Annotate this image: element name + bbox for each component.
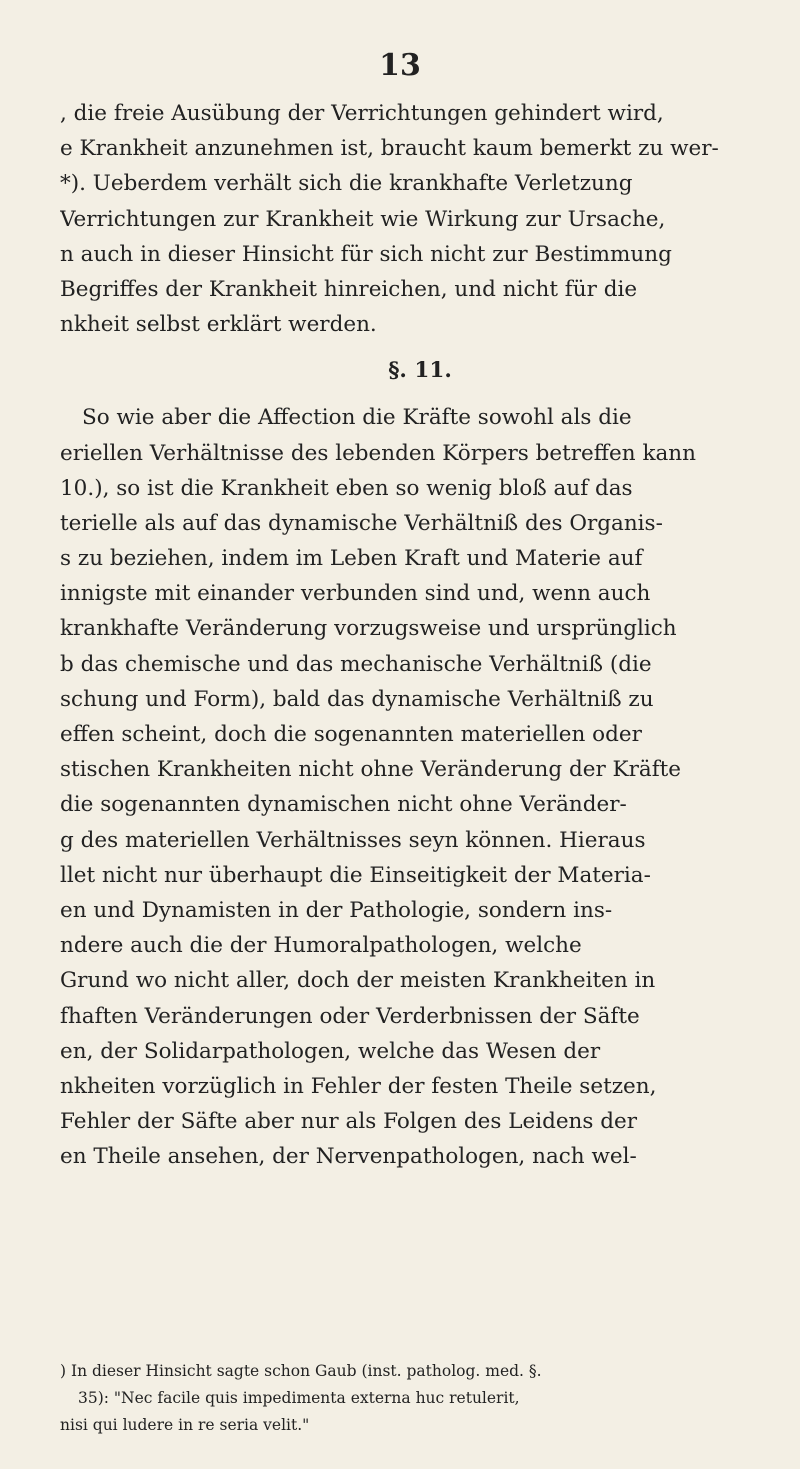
text-line: llet nicht nur überhaupt die Einseitigkeit der Materia- <box>60 862 651 888</box>
text-line: fhaften Veränderungen oder Verderbnissen der Säfte <box>60 1003 640 1029</box>
footnotes <box>60 1358 780 1439</box>
text-line: en, der Solidarpathologen, welche das Wesen der <box>60 1038 601 1064</box>
text-line: die sogenannten dynamischen nicht ohne Veränder- <box>60 792 627 818</box>
text-line: e Krankheit anzunehmen ist, braucht kaum bemerkt zu wer- <box>60 136 719 162</box>
text-line: schung und Form), bald das dynamische Verhältniß zu <box>60 686 654 712</box>
text-line: 10.), so ist die Krankheit eben so wenig bloß auf das <box>60 475 633 501</box>
text-line: Grund wo nicht aller, doch der meisten Krankheiten in <box>60 968 656 994</box>
text-line: So wie aber die Affection die Kräfte sowohl als die <box>82 405 632 431</box>
text-line: Begriffes der Krankheit hinreichen, und nicht für die <box>60 276 638 302</box>
text-line: krankhafte Veränderung vorzugsweise und ursprünglich <box>60 616 677 642</box>
section-heading: §. 11. <box>388 358 452 384</box>
text-line: n auch in dieser Hinsicht für sich nicht zur Bestimmung <box>60 241 672 267</box>
text-line: stischen Krankheiten nicht ohne Veränderung der Kräfte <box>60 757 682 783</box>
text-line: effen scheint, doch die sogenannten materiellen oder <box>60 722 642 747</box>
text-line: b das chemische und das mechanische Verhältniß (die <box>60 651 652 677</box>
page-number: 13 <box>379 48 421 83</box>
footnote-line: ) In dieser Hinsicht sagte schon Gaub (inst. patholog. med. §. <box>60 1362 542 1380</box>
text-line: innigste mit einander verbunden sind und, wenn auch <box>60 581 651 607</box>
text-line: nkheiten vorzüglich in Fehler der festen Theile setzen, <box>60 1073 657 1099</box>
body-text <box>60 96 780 1174</box>
text-line: Verrichtungen zur Krankheit wie Wirkung zur Ursache, <box>60 206 666 232</box>
footnote-line: nisi qui ludere in re seria velit." <box>60 1416 310 1434</box>
text-line: eriellen Verhältnisse des lebenden Körpers betreffen kann <box>60 440 696 466</box>
text-line: en und Dynamisten in der Pathologie, sondern ins- <box>60 897 613 923</box>
text-line: Fehler der Säfte aber nur als Folgen des Leidens der <box>60 1109 638 1135</box>
text-line: terielle als auf das dynamische Verhältniß des Organis- <box>60 510 663 536</box>
text-line: nkheit selbst erklärt werden. <box>60 312 377 338</box>
text-line: s zu beziehen, indem im Leben Kraft und Materie auf <box>60 546 643 572</box>
text-line: g des materiellen Verhältnisses seyn können. Hieraus <box>60 827 646 853</box>
text-line: *). Ueberdem verhält sich die krankhafte Verletzung <box>60 171 633 197</box>
text-line: en Theile ansehen, der Nervenpathologen, nach wel- <box>60 1144 637 1170</box>
text-line: ndere auch die der Humoralpathologen, welche <box>60 933 582 959</box>
footnote-line: 35): "Nec facile quis impedimenta externa huc retulerit, <box>78 1389 520 1407</box>
text-line: , die freie Ausübung der Verrichtungen gehindert wird, <box>60 101 664 126</box>
